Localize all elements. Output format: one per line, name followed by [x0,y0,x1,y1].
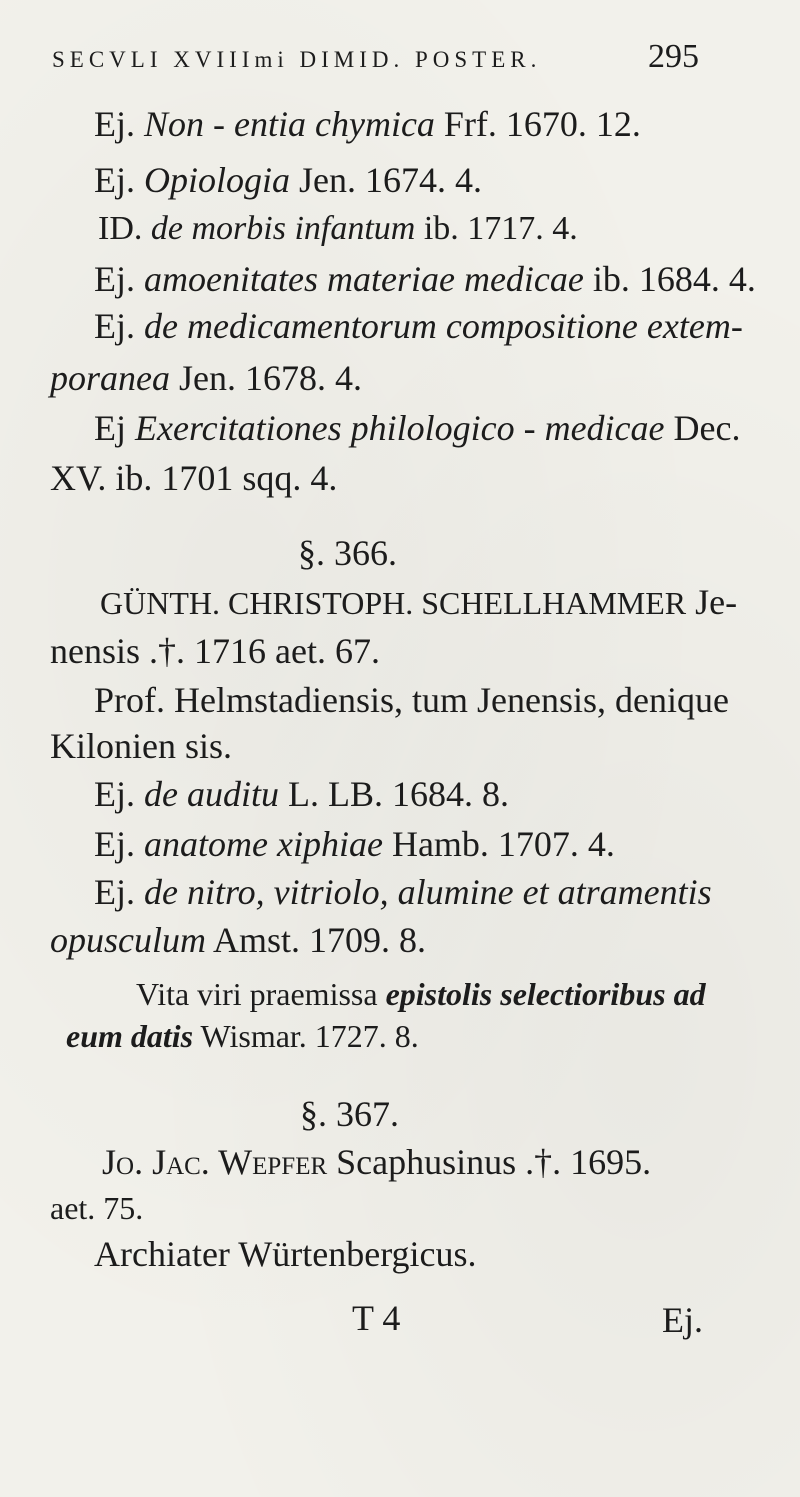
entry-title: de auditu [144,774,279,814]
entry-lead: Ej. [94,824,135,864]
entry-title: Exercitationes philologico - medicae [135,408,665,448]
catchword: Ej. [662,1300,703,1340]
entry-line [94,776,509,812]
entry-title: opusculum [50,920,206,960]
running-title: SECVLI XVIIImi DIMID. POSTER. [52,47,542,72]
note-line [66,1020,419,1052]
entry-line [94,826,615,862]
entry-line [50,922,426,958]
entry-line [50,460,337,496]
author-line [100,584,737,620]
entry-imprint: ib. 1717. 4. [415,210,578,247]
entry-title: Opiologia [144,160,291,200]
entry-title: de medicamentorum compositione extem- [144,306,743,346]
entry-lead: Ej. [94,104,135,144]
entry-imprint: L. LB. 1684. 8. [278,774,509,814]
entry-line [94,162,482,198]
note-title: epistolis selectioribus ad [385,976,706,1012]
entry-line [94,874,712,910]
signature-mark: T 4 [352,1298,401,1338]
entry-imprint: Hamb. 1707. 4. [382,824,615,864]
entry-imprint: ib. 1684. 4. [583,259,756,299]
section-heading: §. 366. [298,533,397,573]
entry-line [94,106,641,142]
entry-line [50,360,362,396]
page-number: 295 [648,38,699,75]
entry-imprint: Jen. 1674. 4. [290,160,483,200]
death-line: nensis .†. 1716 aet. 67. [50,631,380,671]
entry-lead: Ej [94,408,126,448]
entry-line [94,261,756,297]
entry-lead: Ej. [94,872,135,912]
entry-imprint: XV. ib. 1701 sqq. 4. [50,458,338,498]
bio-line: Archiater Würtenbergicus. [94,1234,477,1274]
note-line [136,978,706,1010]
entry-line [98,212,578,246]
entry-lead: Ej. [94,774,135,814]
bio-line: Prof. Helmstadiensis, tum Jenensis, denique [94,680,729,720]
entry-imprint: Amst. 1709. 8. [206,920,427,960]
author-line [102,1144,651,1180]
entry-lead: ID. [98,210,143,247]
aet-line: aet. 75. [50,1190,144,1226]
entry-imprint: Frf. 1670. 12. [434,104,641,144]
note-title: eum datis [66,1018,194,1054]
entry-lead: Ej. [94,160,135,200]
bio-line: Kilonien sis. [50,726,233,766]
entry-title: anatome xiphiae [144,824,383,864]
entry-title: poranea [50,358,170,398]
author-name: GÜNTH. CHRISTOPH. SCHELLHAMMER [100,585,687,621]
entry-imprint: Dec. [664,408,741,448]
entry-title: de nitro, vitriolo, alumine et atramentis [144,872,712,912]
author-line-end: Scaphusinus .†. 1695. [327,1142,652,1182]
entry-imprint: Jen. 1678. 4. [170,358,362,398]
entry-title: amoenitates materiae medicae [144,259,584,299]
entry-line [94,410,740,446]
entry-lead: Ej. [94,306,135,346]
note-text: Wismar. 1727. 8. [193,1018,419,1054]
author-name: Jo. Jac. Wepfer [102,1142,328,1182]
entry-line [94,308,743,344]
section-heading: §. 367. [300,1094,399,1134]
note-text: Vita viri praemissa [136,976,386,1012]
entry-title: Non - entia chymica [144,104,435,144]
author-line-end: Je- [686,582,738,622]
entry-title: de morbis infantum [150,210,416,247]
entry-lead: Ej. [94,259,135,299]
